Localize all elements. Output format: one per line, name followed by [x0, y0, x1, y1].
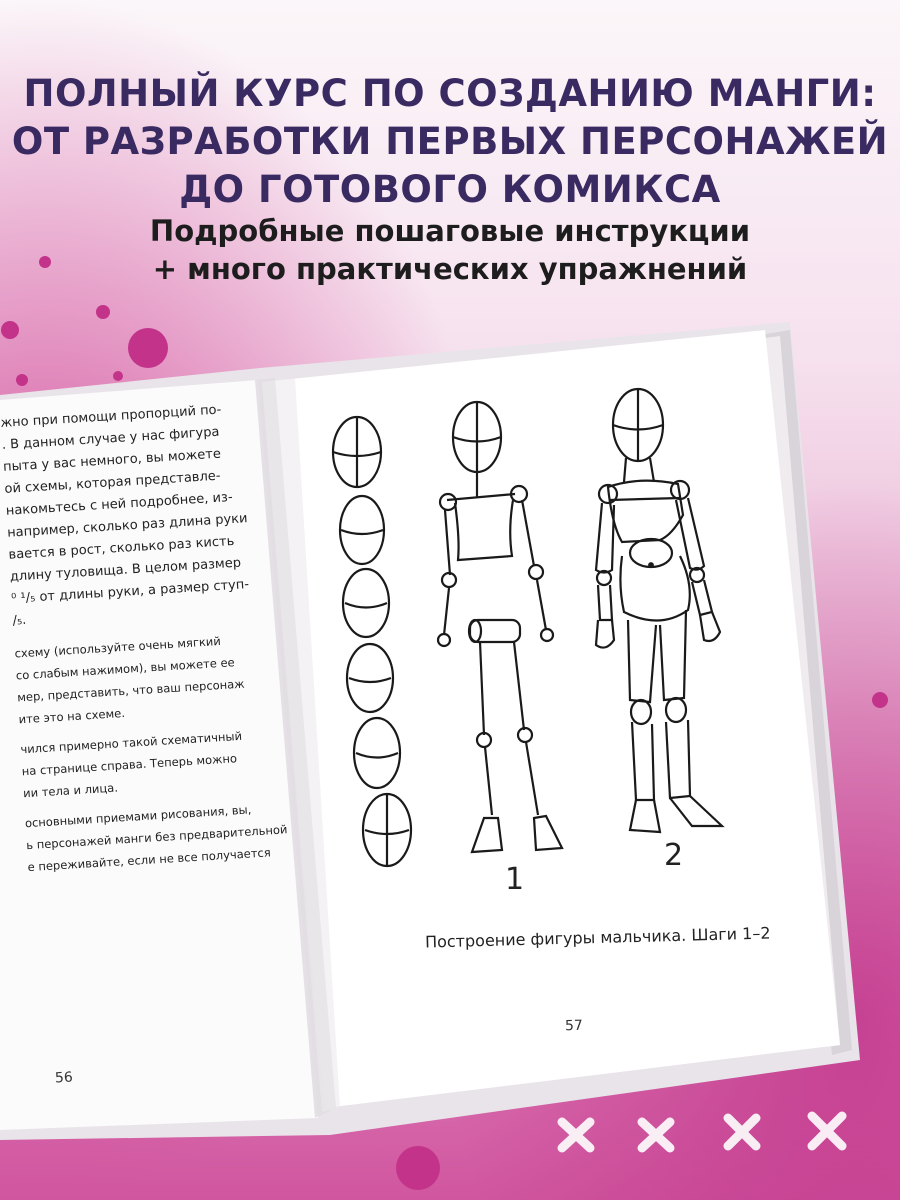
text-line: ⁰ ¹/₅ от длины руки, а размер ступ- [10, 577, 250, 607]
text-line: со слабым нажимом), вы можете ее [15, 655, 236, 683]
headline-line-2: ОТ РАЗРАБОТКИ ПЕРВЫХ ПЕРСОНАЖЕЙ [11, 120, 889, 163]
text-line: вается в рост, сколько раз кисть [8, 533, 235, 563]
text-line: ой схемы, которая представле- [4, 468, 221, 497]
text-line: длину туловища. В целом размер [9, 555, 242, 585]
headline-line-3: ДО ГОТОВОГО КОМИКСА [179, 168, 721, 211]
step-label-2: 2 [664, 838, 684, 873]
text-line: схему (используйте очень мягкий [14, 633, 222, 661]
text-line: /₅. [12, 612, 27, 629]
text-line: . В данном случае у нас фигура [1, 424, 220, 453]
text-line: ите это на схеме. [18, 705, 126, 727]
text-line: пыта у вас немного, вы можете [2, 446, 222, 475]
text-line: ии тела и лица. [22, 780, 119, 801]
subheadline-line-2: + много практических упражнений [152, 252, 748, 286]
text-line: основными приемами рисования, вы, [24, 802, 252, 831]
text-line: жно при помощи пропорций по- [0, 402, 222, 431]
text-line: мер, представить, что ваш персонаж [16, 676, 245, 705]
text-line: на странице справа. Теперь можно [21, 751, 238, 779]
text-line: чился примерно такой схематичный [20, 728, 243, 757]
right-page-number: 57 [564, 1017, 584, 1035]
step-label-1: 1 [505, 862, 525, 897]
text-line: е переживайте, если не все получается [27, 845, 272, 875]
left-page-text [0, 400, 288, 875]
text-line: ь персонажей манги без предварительной [25, 822, 288, 853]
text-line: накомьтесь с ней подробнее, из- [5, 489, 234, 519]
subheadline-line-1: Подробные пошаговые инструкции [149, 214, 751, 248]
text-line: например, сколько раз длина руки [6, 511, 248, 541]
right-page [262, 330, 840, 1108]
figure-caption: Построение фигуры мальчика. Шаги 1–2 [424, 923, 771, 952]
left-page-number: 56 [54, 1069, 74, 1087]
headline-line-1: ПОЛНЫЙ КУРС ПО СОЗДАНИЮ МАНГИ: [23, 72, 877, 115]
